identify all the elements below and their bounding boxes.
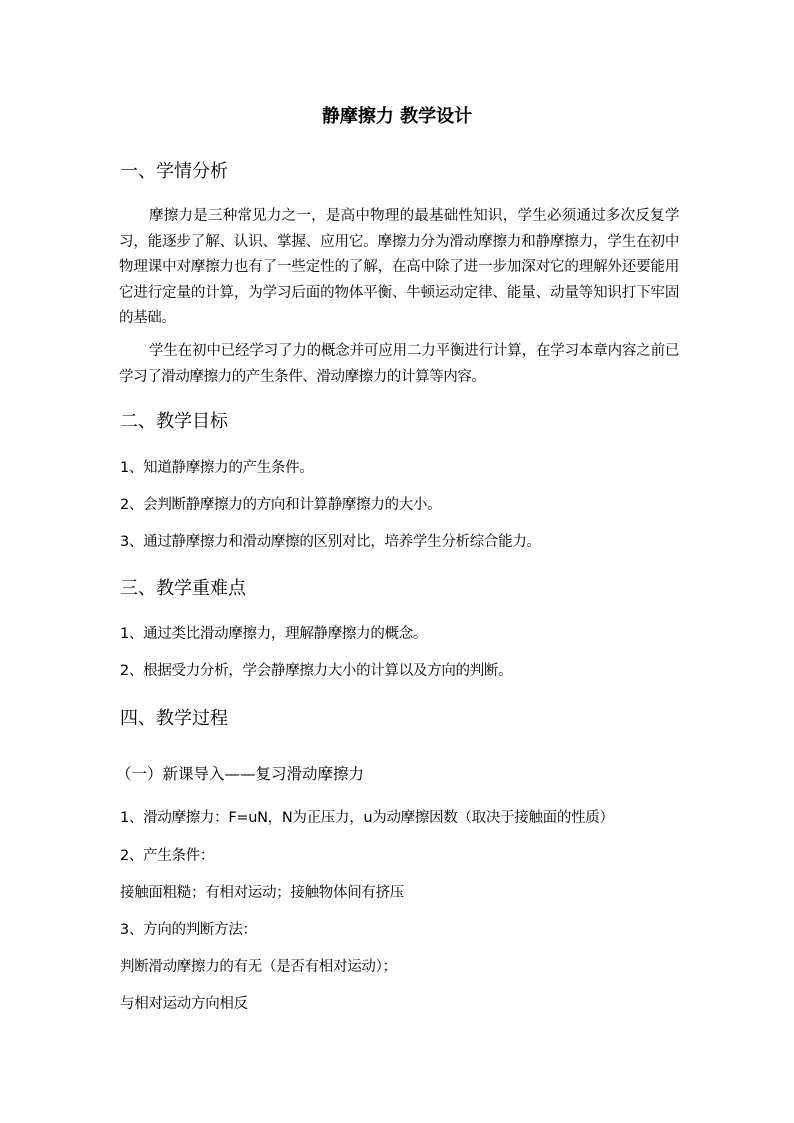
- document-title: 静摩擦力 教学设计: [321, 106, 473, 127]
- section-heading-process: 四、教学过程: [120, 708, 228, 729]
- analysis-paragraph-1: 摩擦力是三种常见力之一，是高中物理的最基础性知识，学生必须通过多次反复学习，能逐步了解、认识、掌握、应用它。摩擦力分为滑动摩擦力和静摩擦力，学生在初中物理课中对摩擦力也有了一些定性的了解，在高中除了进一步加深对它的理解外还要能用它进行定量的计算，为学习后面的物体平衡、牛顿运动定律、能量、动量等知识打下牢固的基础。: [119, 208, 679, 327]
- objective-item-3: 3、通过静摩擦力和滑动摩擦的区别对比，培养学生分析综合能力。: [120, 534, 541, 550]
- objective-item-1: 1、知道静摩擦力的产生条件。: [120, 460, 314, 476]
- process-item-6: 与相对运动方向相反: [120, 996, 248, 1012]
- section-heading-analysis: 一、学情分析: [120, 161, 228, 182]
- objective-item-2: 2、会判断静摩擦力的方向和计算静摩擦力的大小。: [120, 497, 442, 513]
- process-item-5: 判断滑动摩擦力的有无（是否有相对运动）；: [120, 959, 397, 975]
- key-point-item-1: 1、通过类比滑动摩擦力，理解静摩擦力的概念。: [120, 626, 428, 642]
- process-subheading: （一）新课导入——复习滑动摩擦力: [116, 765, 365, 783]
- section-heading-objectives: 二、教学目标: [120, 411, 228, 432]
- analysis-paragraph-2: 学生在初中已经学习了力的概念并可应用二力平衡进行计算，在学习本章内容之前已学习了滑动摩擦力的产生条件、滑动摩擦力的计算等内容。: [119, 343, 679, 385]
- process-item-4: 3、方向的判断方法：: [120, 922, 257, 938]
- key-point-item-2: 2、根据受力分析，学会静摩擦力大小的计算以及方向的判断。: [120, 663, 513, 679]
- process-item-3: 接触面粗糙；有相对运动；接触物体间有挤压: [120, 885, 404, 901]
- process-item-1: 1、滑动摩擦力：F=uN，N为正压力，u为动摩擦因数（取决于接触面的性质）: [120, 810, 614, 826]
- section-heading-key-points: 三、教学重难点: [120, 578, 246, 599]
- process-item-2: 2、产生条件：: [120, 848, 215, 864]
